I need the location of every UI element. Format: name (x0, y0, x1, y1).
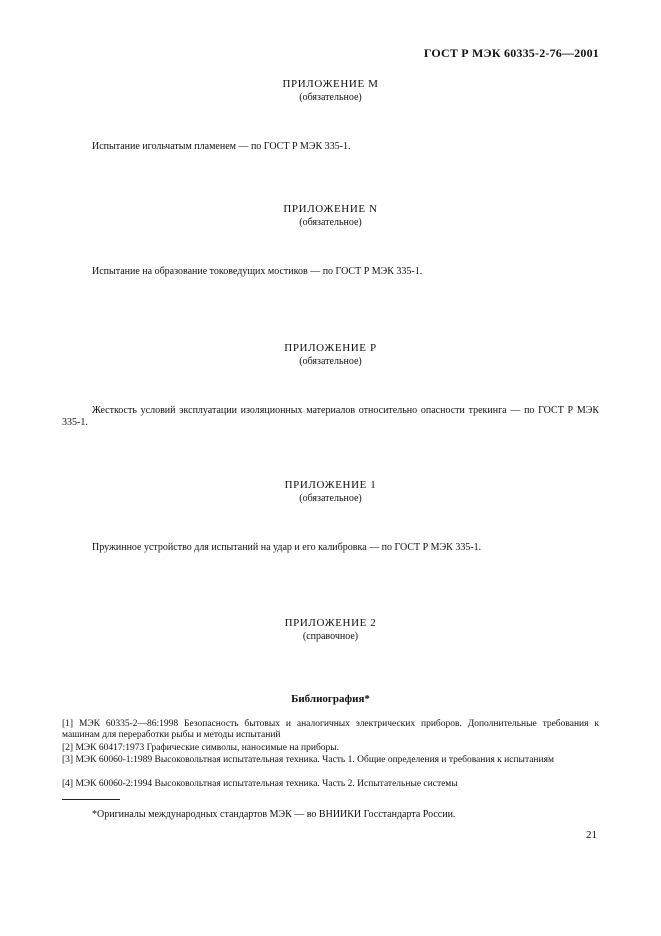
bibliography-entry: [4] МЭК 60060-2:1994 Высоковольтная испытательная техника. Часть 2. Испытательные системы (62, 779, 458, 789)
annex-1-text: Пружинное устройство для испытаний на удар и его калибровка — по ГОСТ Р МЭК 335-1. (92, 542, 482, 553)
annex-2-status: (справочное) (302, 631, 359, 642)
annex-n-text: Испытание на образование токоведущих мостиков — по ГОСТ Р МЭК 335-1. (92, 266, 423, 277)
annex-1-title: ПРИЛОЖЕНИЕ 1 (284, 479, 377, 491)
bibliography-entry: [3] МЭК 60060-1:1989 Высоковольтная испытательная техника. Часть 1. Общие определения и требования к испытаниям (62, 755, 554, 765)
annex-p-title: ПРИЛОЖЕНИЕ Р (284, 342, 377, 354)
annex-p-status: (обязательное) (299, 356, 362, 367)
document-header: ГОСТ Р МЭК 60335-2-76—2001 (423, 46, 599, 60)
annex-m-title: ПРИЛОЖЕНИЕ М (282, 78, 379, 90)
annex-p-text: Жесткость условий эксплуатации изоляционных материалов относительно опасности трекинга — по ГОСТ Р МЭК 335-1. (62, 405, 599, 428)
annex-n-title: ПРИЛОЖЕНИЕ N (283, 203, 378, 215)
annex-m-text: Испытание игольчатым пламенем — по ГОСТ Р МЭК 335-1. (92, 141, 351, 152)
annex-n-status: (обязательное) (299, 217, 362, 228)
annex-m-status: (обязательное) (299, 92, 362, 103)
footnote-divider (62, 799, 120, 800)
bibliography-entry: [2] МЭК 60417:1973 Графические символы, наносимые на приборы. (62, 743, 340, 753)
page-number: 21 (586, 829, 597, 841)
bibliography-entry: [1] МЭК 60335-2—86:1998 Безопасность бытовых и аналогичных электрических приборов. Дополнительные требования к машинам для переработки рыбы и методы испытаний (62, 719, 599, 740)
annex-2-title: ПРИЛОЖЕНИЕ 2 (284, 617, 377, 629)
annex-1-status: (обязательное) (299, 493, 362, 504)
footnote-text: *Оригиналы международных стандартов МЭК — во ВНИИКИ Госстандарта России. (92, 809, 456, 820)
bibliography-title: Библиография* (291, 693, 370, 705)
